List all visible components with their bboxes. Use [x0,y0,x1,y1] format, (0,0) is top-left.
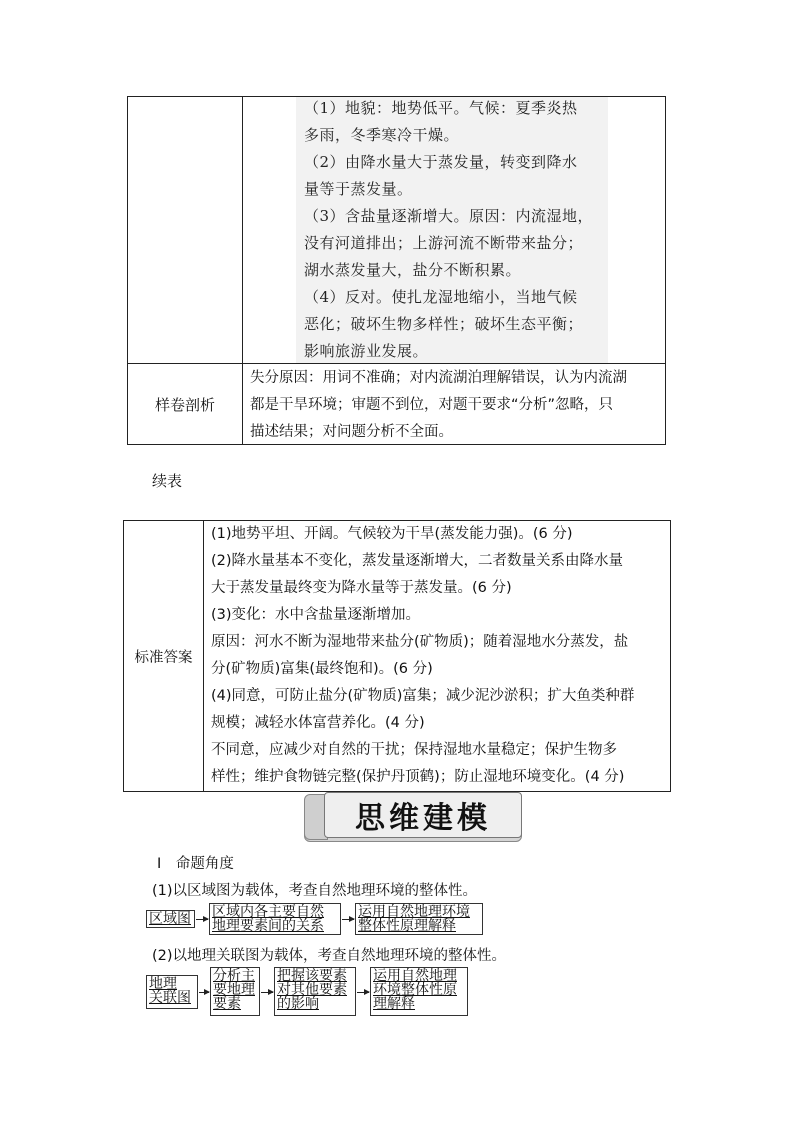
scan-line: 多雨，冬季寒冷干燥。 [304,126,460,144]
flow2-box-relation-map [146,975,198,1009]
analysis-line: 描述结果；对问题分析不全面。 [250,424,453,440]
analysis-line: 都是干旱环境；审题不到位，对题干要求“分析”忽略，只 [250,397,614,413]
answer-line: 样性；维护食物链完整(保护丹顶鹤)；防止湿地环境变化。(4 分) [211,769,625,785]
heading-number: Ⅰ [157,856,162,872]
flow2-box-analyze-elements [210,967,260,1016]
box-text: 整体性原理解释 [358,918,456,934]
answer-line: 分(矿物质)富集(最终饱和)。(6 分) [211,661,433,677]
scan-line: （4）反对。使扎龙湿地缩小，当地气候 [304,288,578,306]
flow1-box-relations [209,903,341,935]
flow2-arrow [261,992,273,993]
section-heading [157,852,234,873]
box-text: 的影响 [277,996,319,1012]
column-divider [203,521,204,791]
standard-answer-table [123,520,671,792]
flow2-box-element-influence [274,967,356,1016]
answer-line: 原因：河水不断为湿地带来盐分(矿物质)；随着湿地水分蒸发，盐 [211,634,629,650]
scan-line: （3）含盐量逐渐增大。原因：内流湿地， [304,207,594,225]
flow2-box-apply-principle [370,967,468,1016]
scan-line: 量等于蒸发量。 [304,180,413,198]
flow1-box-region-map [146,910,195,928]
box-text: 要地理 [213,982,255,998]
box-text: 对其他要素 [277,982,347,998]
flow2-arrow [199,992,209,993]
row-label-analysis: 样卷剖析 [154,395,215,414]
analysis-line: 失分原因：用词不准确；对内流湖泊理解错误，认为内流湖 [250,370,627,386]
answer-line: 规模；减轻水体富营养化。(4 分) [211,715,425,731]
section-banner [300,792,524,844]
answer-line: (4)同意，可防止盐分(矿物质)富集；减少泥沙淤积；扩大鱼类种群 [211,688,635,704]
flow1-arrow [342,919,354,920]
box-text: 运用自然地理 [373,968,457,984]
box-text: 地理要素间的关系 [212,918,324,934]
box-text: 要素 [213,996,241,1012]
scan-line: 影响旅游业发展。 [304,342,429,360]
heading-text: 命题角度 [175,856,234,872]
answer-line: (2)降水量基本不变化，蒸发量逐渐增大，二者数量关系由降水量 [211,553,624,569]
continued-label: 续表 [152,472,183,490]
box-text: 分析主 [213,968,255,984]
column-divider [242,97,243,444]
scan-line: （2）由降水量大于蒸发量，转变到降水 [304,153,578,171]
box-text: 区域内各主要自然 [212,904,324,920]
answer-line: 不同意，应减少对自然的干扰；保持湿地水量稳定；保护生物多 [211,742,617,758]
flow1-arrow [196,919,208,920]
box-text: 运用自然地理环境 [358,904,470,920]
box-text: 把握该要素 [277,968,347,984]
scan-line: 恶化；破坏生物多样性；破坏生态平衡； [304,315,584,333]
standard-answer-text [211,521,667,791]
box-text: 环境整体性原 [373,982,457,998]
answer-analysis-table [127,96,666,445]
flow1-box-apply-principle [355,903,483,935]
answer-line: 大于蒸发量最终变为降水量等于蒸发量。(6 分) [211,580,512,596]
scan-line: 湖水蒸发量大，盐分不断积累。 [304,261,522,279]
box-text: 区域图 [149,911,191,927]
analysis-text [250,365,660,446]
item-2: (2)以地理关联图为载体，考查自然地理环境的整体性。 [152,948,507,964]
banner-plate [324,792,522,838]
answer-line: (3)变化：水中含盐量逐渐增加。 [211,607,421,623]
row-label-standard-answer: 标准答案 [134,649,193,666]
box-text: 理解释 [373,996,415,1012]
scan-line: （1）地貌：地势低平。气候：夏季炎热 [304,99,578,117]
flow2-arrow [357,992,369,993]
item-1: (1)以区域图为载体，考查自然地理环境的整体性。 [152,883,478,899]
banner-title: 思维建模 [355,801,491,836]
answer-line: (1)地势平坦、开阔。气候较为干旱(蒸发能力强)。(6 分) [211,526,573,542]
scan-line: 没有河道排出；上游河流不断带来盐分； [304,234,584,252]
box-text: 关联图 [149,990,191,1006]
box-text: 地理 [149,976,177,992]
